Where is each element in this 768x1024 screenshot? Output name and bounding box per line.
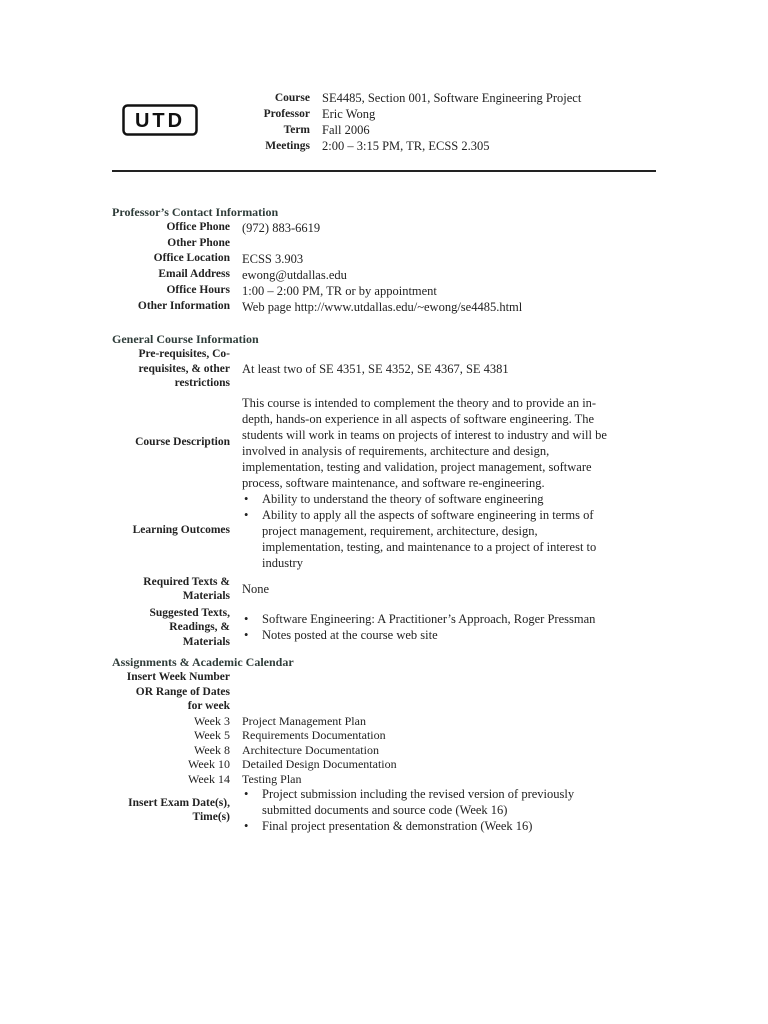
- week-header-line: Insert Week Number: [126, 671, 230, 683]
- professor-row: [230, 106, 660, 122]
- outcome-line: • Ability to apply all the aspects of software engineering in terms of: [262, 507, 594, 522]
- week-item: Testing Plan: [242, 771, 302, 786]
- header-divider: [112, 170, 656, 172]
- week-header-line: OR Range of Dates: [135, 685, 230, 698]
- week-number: Week 8: [193, 742, 230, 757]
- office-location-row: [112, 251, 672, 267]
- required-texts-label: [112, 575, 242, 604]
- suggested-label-line: Suggested Texts,: [149, 606, 230, 619]
- outcome-line: implementation, testing, and maintenance to a project of interest to: [262, 539, 597, 554]
- required-label-line: Required Texts &: [143, 575, 230, 588]
- meetings-label: Meetings: [265, 140, 310, 152]
- description-line: This course is intended to complement the theory and to provide an in-: [242, 395, 597, 410]
- prereq-label: [112, 347, 242, 391]
- outcome-line: project management, requirement, architecture, design,: [262, 523, 538, 538]
- week-header-row: [112, 670, 672, 714]
- description-line: implementation, testing and validation, project management, software: [242, 459, 592, 474]
- prereq-label-line: restrictions: [174, 377, 230, 389]
- week-item: Architecture Documentation: [242, 742, 379, 757]
- week-row: [112, 757, 672, 772]
- other-info-value[interactable]: Web page http://www.utdallas.edu/~ewong/se4485.html: [242, 300, 523, 314]
- prereq-value: At least two of SE 4351, SE 4352, SE 4367, SE 4381: [242, 361, 509, 376]
- outcome-item: [242, 507, 672, 571]
- meetings-value: 2:00 – 3:15 PM, TR, ECSS 2.305: [322, 139, 490, 153]
- week-item: Detailed Design Documentation: [242, 757, 397, 771]
- course-row: [230, 90, 660, 106]
- exam-item: • Final project presentation & demonstration (Week 16): [242, 818, 672, 834]
- suggested-list: [242, 611, 672, 643]
- course-value: SE4485, Section 001, Software Engineering Project: [322, 91, 582, 105]
- office-location-value: ECSS 3.903: [242, 252, 304, 266]
- week-number: Week 3: [193, 713, 230, 728]
- calendar-section: [112, 654, 672, 834]
- week-number: Week 14: [187, 771, 230, 786]
- week-item: Project Management Plan: [242, 713, 366, 728]
- exam-label-line: Time(s): [192, 811, 230, 823]
- term-value: Fall 2006: [322, 123, 370, 137]
- term-label: Term: [283, 124, 310, 136]
- suggested-label-line: Materials: [182, 635, 230, 648]
- description-line: students will work in teams on projects of interest to industry and will be: [242, 427, 607, 442]
- exam-label-line: Insert Exam Date(s),: [128, 796, 230, 809]
- professor-label: Professor: [263, 108, 310, 120]
- week-row: [112, 714, 672, 729]
- course-header: [230, 90, 660, 154]
- description-line: involved in analysis of requirements, architecture and design,: [242, 443, 550, 458]
- exam-row: [112, 786, 672, 834]
- exam-line: • Project submission including the revised version of previously: [262, 787, 575, 801]
- prereq-label-line: requisites, & other: [138, 362, 230, 375]
- outcome-item: • Ability to understand the theory of software engineering: [242, 491, 672, 507]
- logo-text: UTD: [134, 110, 186, 132]
- other-info-row: [112, 299, 672, 315]
- week-row: [112, 743, 672, 758]
- office-location-label: Office Location: [153, 252, 230, 264]
- required-label-line: Materials: [182, 590, 230, 602]
- outcomes-label: Learning Outcomes: [132, 524, 230, 536]
- other-info-label: Other Information: [137, 300, 230, 312]
- description-line: depth, hands-on experience in all aspects of software engineering. The: [242, 411, 595, 426]
- utd-logo: [122, 104, 198, 136]
- exam-line: submitted documents and source code (Week 16): [262, 803, 508, 817]
- general-section-title: General Course Information: [112, 332, 259, 346]
- calendar-section-title: Assignments & Academic Calendar: [112, 655, 294, 669]
- office-hours-label: Office Hours: [166, 284, 230, 296]
- week-header-line: for week: [187, 700, 230, 712]
- suggested-label-line: Readings, &: [169, 621, 230, 633]
- office-phone-value: (972) 883-6619: [242, 221, 321, 235]
- term-row: [230, 122, 660, 138]
- exam-label: [112, 796, 242, 825]
- week-number: Week 10: [187, 757, 230, 771]
- suggested-item: • Software Engineering: A Practitioner’s Approach, Roger Pressman: [242, 611, 672, 627]
- email-row: [112, 267, 672, 283]
- suggested-texts-row: [112, 606, 672, 650]
- office-hours-row: [112, 283, 672, 299]
- course-label: Course: [274, 92, 310, 104]
- outcomes-value: [242, 491, 672, 571]
- suggested-texts-label: [112, 606, 242, 650]
- contact-section: [112, 204, 672, 315]
- office-hours-value: 1:00 – 2:00 PM, TR or by appointment: [242, 284, 437, 298]
- other-phone-row: [112, 236, 672, 251]
- outcomes-row: [112, 491, 672, 571]
- description-row: [112, 395, 672, 491]
- office-phone-label: Office Phone: [166, 221, 230, 233]
- prereq-label-line: Pre-requisites, Co-: [138, 348, 230, 360]
- description-line: process, software maintenance, and software re-engineering.: [242, 475, 545, 490]
- description-label: Course Description: [135, 436, 230, 448]
- outcome-line: industry: [262, 555, 303, 570]
- week-row: [112, 772, 672, 787]
- office-phone-row: [112, 220, 672, 236]
- outcomes-list: [242, 491, 672, 571]
- other-phone-label: Other Phone: [167, 237, 230, 249]
- week-header-label: [112, 670, 242, 714]
- required-texts-value: None: [242, 582, 270, 596]
- suggested-item: • Notes posted at the course web site: [242, 627, 672, 643]
- week-number: Week 5: [193, 728, 230, 742]
- week-row: [112, 728, 672, 743]
- professor-value: Eric Wong: [322, 107, 376, 121]
- contact-section-title: Professor’s Contact Information: [112, 205, 279, 219]
- exam-list: [242, 786, 672, 834]
- email-value[interactable]: ewong@utdallas.edu: [242, 268, 347, 282]
- exam-item: [242, 786, 672, 818]
- suggested-texts-value: [242, 611, 672, 643]
- other-phone-value: [242, 236, 672, 251]
- exam-value: [242, 786, 672, 834]
- prereq-row: [112, 347, 672, 391]
- email-label: Email Address: [158, 268, 230, 280]
- meetings-row: [230, 138, 660, 154]
- description-value: [242, 395, 672, 491]
- required-texts-row: [112, 575, 672, 604]
- week-item: Requirements Documentation: [242, 728, 386, 742]
- general-section: [112, 331, 672, 649]
